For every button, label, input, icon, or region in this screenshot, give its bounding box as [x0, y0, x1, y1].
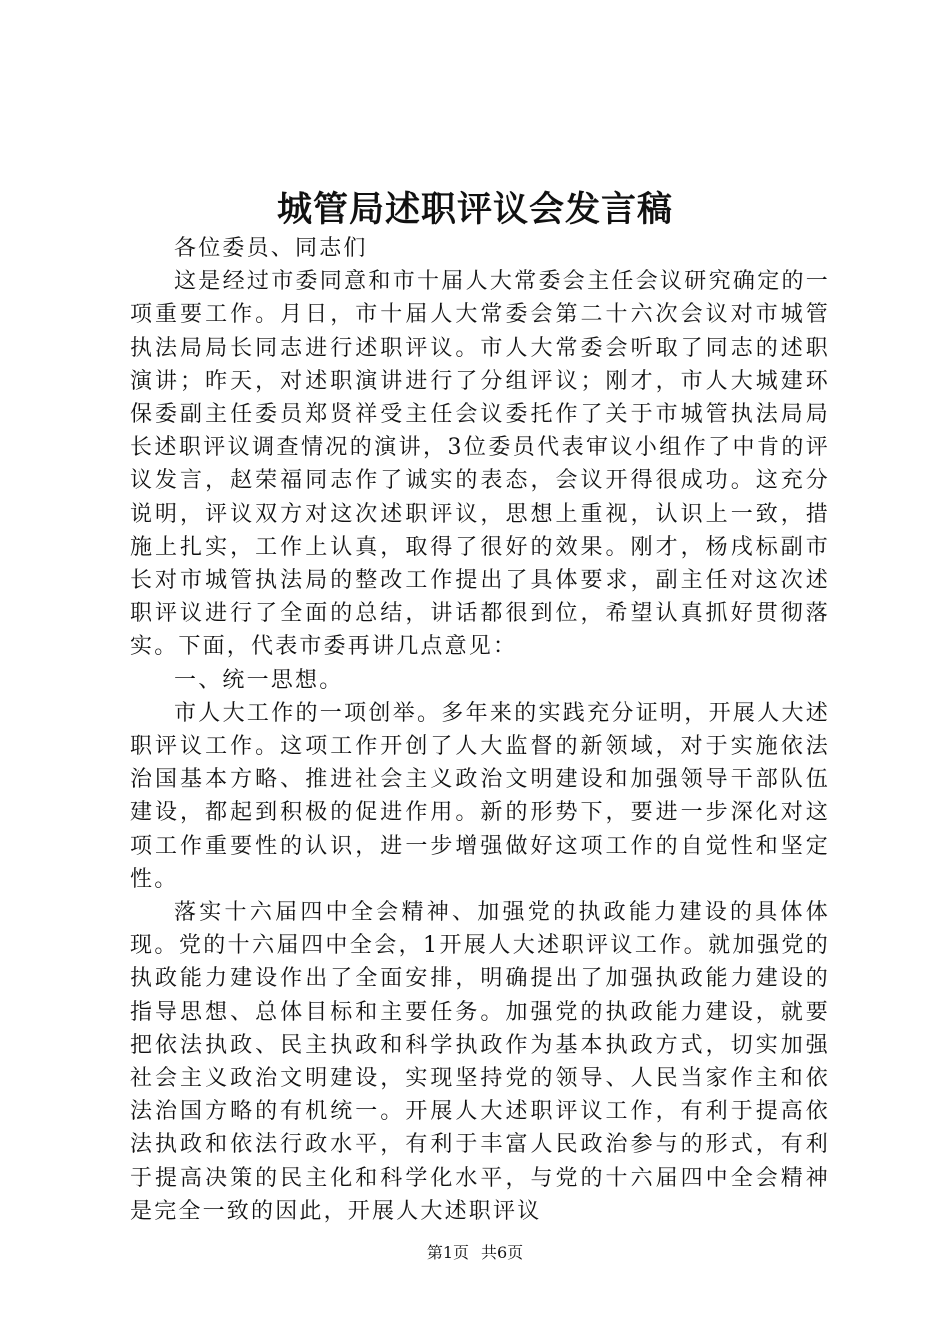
- page-total: 共6页: [481, 1243, 524, 1262]
- body-paragraph: 这是经过市委同意和市十届人大常委会主任会议研究确定的一项重要工作。月日，市十届人大常委会第二十六次会议对市城管执法局局长同志进行述职评议。市人大常委会听取了同志的述职演讲；昨天，对述职演讲进行了分组评议；刚才，市人大城建环保委副主任委员郑贤祥受主任会议委托作了关于市城管执法局局长述职评议调查情况的演讲，3位委员代表审议小组作了中肯的评议发言，赵荣福同志作了诚实的表态，会议开得很成功。这充分说明，评议双方对这次述职评议，思想上重视，认识上一致，措施上扎实，工作上认真，取得了很好的效果。刚才，杨戌标副市长对市城管执法局的整改工作提出了具体要求，副主任对这次述职评议进行了全面的总结，讲话都很到位，希望认真抓好贯彻落实。下面，代表市委再讲几点意见：: [130, 269, 830, 660]
- salutation-paragraph: 各位委员、同志们: [174, 236, 368, 261]
- body-paragraph: 落实十六届四中全会精神、加强党的执政能力建设的具体体现。党的十六届四中全会，1开展人大述职评议工作。就加强党的执政能力建设作出了全面安排，明确提出了加强执政能力建设的指导思想、总体目标和主要任务。加强党的执政能力建设，就要把依法执政、民主执政和科学执政作为基本执政方式，切实加强社会主义政治文明建设，实现坚持党的领导、人民当家作主和依法治国方略的有机统一。开展人大述职评议工作，有利于提高依法执政和依法行政水平，有利于丰富人民政治参与的形式，有利于提高决策的民主化和科学化水平，与党的十六届四中全会精神是完全一致的因此，开展人大述职评议: [130, 900, 830, 1224]
- document-body: [130, 232, 830, 1228]
- document-title: 城管局述职评议会发言稿: [276, 189, 673, 230]
- section-heading: 一、统一思想。: [174, 667, 344, 693]
- body-paragraph: 市人大工作的一项创举。多年来的实践充分证明，开展人大述职评议工作。这项工作开创了人大监督的新领域，对于实施依法治国基本方略、推进社会主义政治文明建设和加强领导干部队伍建设，都起到积极的促进作用。新的形势下，要进一步深化对这项工作重要性的认识，进一步增强做好这项工作的自觉性和坚定性。: [130, 700, 830, 892]
- page-number: 第1页: [426, 1243, 469, 1262]
- page-footer: [0, 1242, 950, 1264]
